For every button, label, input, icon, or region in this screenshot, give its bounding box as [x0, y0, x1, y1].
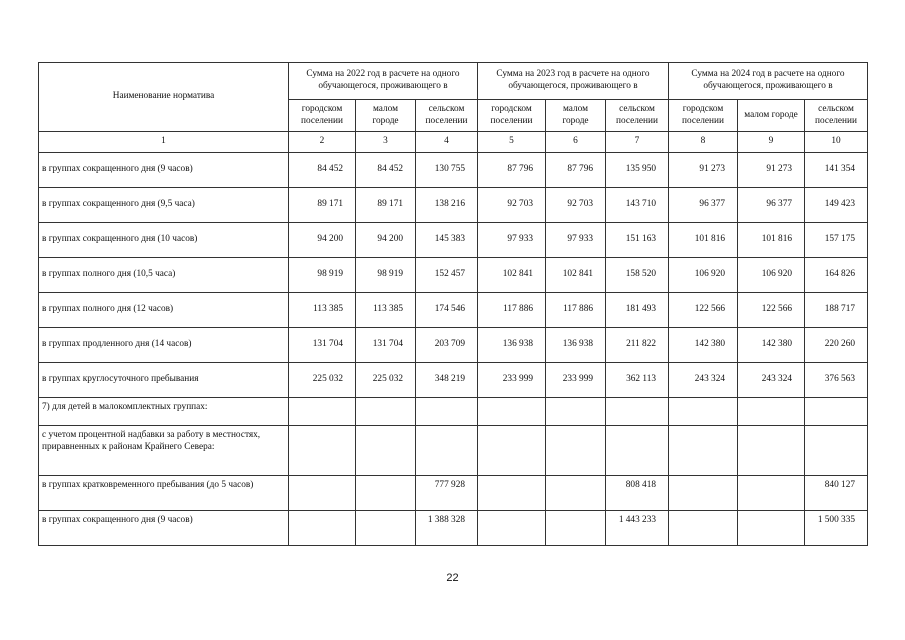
row-name: в группах круглосуточного пребывания [39, 363, 289, 398]
table-cell: 376 563 [805, 363, 868, 398]
table-header [39, 63, 868, 153]
table-cell [669, 511, 738, 546]
header-col-number: 3 [356, 132, 416, 153]
header-group-2022: Сумма на 2022 год в расчете на одного обучающегося, проживающего в [289, 63, 478, 100]
table-cell [738, 398, 805, 426]
header-subcol: сельском поселении [606, 100, 669, 132]
header-group-2023: Сумма на 2023 год в расчете на одного обучающегося, проживающего в [478, 63, 669, 100]
document-page [38, 62, 867, 546]
table-cell: 158 520 [606, 258, 669, 293]
table-cell [669, 398, 738, 426]
table-cell: 777 928 [416, 476, 478, 511]
table-cell: 157 175 [805, 223, 868, 258]
table-cell: 92 703 [478, 188, 546, 223]
table-cell: 97 933 [546, 223, 606, 258]
table-cell: 97 933 [478, 223, 546, 258]
header-subcol: городском поселении [478, 100, 546, 132]
table-cell: 106 920 [669, 258, 738, 293]
row-name: в группах сокращенного дня (9 часов) [39, 511, 289, 546]
table-cell: 220 260 [805, 328, 868, 363]
row-name: в группах сокращенного дня (9 часов) [39, 153, 289, 188]
table-cell: 101 816 [738, 223, 805, 258]
table-cell: 91 273 [669, 153, 738, 188]
table-row [39, 223, 868, 258]
header-subcol: малом городе [546, 100, 606, 132]
table-cell: 94 200 [289, 223, 356, 258]
header-col-number: 2 [289, 132, 356, 153]
table-cell [289, 511, 356, 546]
table-cell: 101 816 [669, 223, 738, 258]
header-subcol: сельском поселении [805, 100, 868, 132]
table-cell [546, 476, 606, 511]
row-name: с учетом процентной надбавки за работу в местностях, приравненных к районам Крайнего Севера: [39, 426, 289, 476]
table-cell [416, 398, 478, 426]
table-cell [478, 398, 546, 426]
table-cell: 89 171 [356, 188, 416, 223]
table-cell: 225 032 [356, 363, 416, 398]
header-col-number: 4 [416, 132, 478, 153]
header-col-number: 5 [478, 132, 546, 153]
table-cell: 362 113 [606, 363, 669, 398]
table-row [39, 153, 868, 188]
table-cell: 102 841 [478, 258, 546, 293]
table-cell [546, 398, 606, 426]
table-cell [289, 398, 356, 426]
table-cell [738, 426, 805, 476]
table-cell: 840 127 [805, 476, 868, 511]
header-subcol: малом городе [738, 100, 805, 132]
table-cell: 174 546 [416, 293, 478, 328]
table-cell: 225 032 [289, 363, 356, 398]
row-name: в группах полного дня (12 часов) [39, 293, 289, 328]
table-cell: 113 385 [289, 293, 356, 328]
table-cell [478, 426, 546, 476]
table-cell: 243 324 [669, 363, 738, 398]
table-cell: 96 377 [738, 188, 805, 223]
table-cell: 84 452 [289, 153, 356, 188]
header-col-number: 6 [546, 132, 606, 153]
table-cell: 164 826 [805, 258, 868, 293]
header-col-numbers [39, 132, 868, 153]
table-cell: 87 796 [546, 153, 606, 188]
table-cell: 151 163 [606, 223, 669, 258]
row-name: в группах кратковременного пребывания (до 5 часов) [39, 476, 289, 511]
table-cell [738, 511, 805, 546]
table-cell: 211 822 [606, 328, 669, 363]
table-cell [478, 511, 546, 546]
table-cell: 142 380 [669, 328, 738, 363]
table-cell: 808 418 [606, 476, 669, 511]
table-cell: 138 216 [416, 188, 478, 223]
table-cell [546, 426, 606, 476]
table-cell [669, 426, 738, 476]
table-cell: 94 200 [356, 223, 416, 258]
header-col-number: 10 [805, 132, 868, 153]
table-cell [289, 426, 356, 476]
table-cell [356, 426, 416, 476]
table-cell: 117 886 [478, 293, 546, 328]
table-cell: 149 423 [805, 188, 868, 223]
table-row [39, 363, 868, 398]
row-name: в группах сокращенного дня (10 часов) [39, 223, 289, 258]
header-subcol: городском поселении [289, 100, 356, 132]
table-cell: 87 796 [478, 153, 546, 188]
table-cell: 131 704 [289, 328, 356, 363]
table-cell: 203 709 [416, 328, 478, 363]
table-cell: 181 493 [606, 293, 669, 328]
table-cell: 1 388 328 [416, 511, 478, 546]
header-group-2024: Сумма на 2024 год в расчете на одного обучающегося, проживающего в [669, 63, 868, 100]
table-row [39, 188, 868, 223]
header-subcol: сельском поселении [416, 100, 478, 132]
table-cell [669, 476, 738, 511]
table-cell: 1 500 335 [805, 511, 868, 546]
table-cell: 143 710 [606, 188, 669, 223]
table-row [39, 511, 868, 546]
table-cell [416, 426, 478, 476]
table-cell: 131 704 [356, 328, 416, 363]
table-cell [606, 426, 669, 476]
table-cell: 91 273 [738, 153, 805, 188]
table-cell [738, 476, 805, 511]
table-cell: 142 380 [738, 328, 805, 363]
normative-table [38, 62, 868, 546]
table-cell: 84 452 [356, 153, 416, 188]
header-col-number: 1 [39, 132, 289, 153]
table-cell: 348 219 [416, 363, 478, 398]
table-cell: 233 999 [546, 363, 606, 398]
table-cell [478, 476, 546, 511]
table-cell [805, 398, 868, 426]
table-row [39, 476, 868, 511]
table-cell: 188 717 [805, 293, 868, 328]
table-cell: 92 703 [546, 188, 606, 223]
table-cell: 141 354 [805, 153, 868, 188]
table-cell [356, 398, 416, 426]
row-name: в группах сокращенного дня (9,5 часа) [39, 188, 289, 223]
page-number: 22 [446, 572, 459, 584]
table-cell: 243 324 [738, 363, 805, 398]
table-cell: 106 920 [738, 258, 805, 293]
header-name-col: Наименование норматива [39, 63, 289, 132]
table-cell: 98 919 [289, 258, 356, 293]
table-row [39, 398, 868, 426]
header-subcol: малом городе [356, 100, 416, 132]
header-col-number: 7 [606, 132, 669, 153]
table-cell: 136 938 [546, 328, 606, 363]
table-cell: 98 919 [356, 258, 416, 293]
table-cell: 135 950 [606, 153, 669, 188]
table-cell: 152 457 [416, 258, 478, 293]
table-cell: 117 886 [546, 293, 606, 328]
table-body [39, 153, 868, 546]
table-cell [805, 426, 868, 476]
table-cell: 113 385 [356, 293, 416, 328]
row-name: в группах продленного дня (14 часов) [39, 328, 289, 363]
table-cell: 102 841 [546, 258, 606, 293]
row-name: в группах полного дня (10,5 часа) [39, 258, 289, 293]
row-name: 7) для детей в малокомплектных группах: [39, 398, 289, 426]
table-row [39, 293, 868, 328]
table-cell [606, 398, 669, 426]
table-cell: 1 443 233 [606, 511, 669, 546]
table-cell [356, 476, 416, 511]
table-cell [356, 511, 416, 546]
table-row [39, 426, 868, 476]
table-cell [289, 476, 356, 511]
table-row [39, 328, 868, 363]
header-subcol: городском поселении [669, 100, 738, 132]
table-cell: 130 755 [416, 153, 478, 188]
table-cell: 122 566 [669, 293, 738, 328]
table-cell: 122 566 [738, 293, 805, 328]
table-cell: 136 938 [478, 328, 546, 363]
header-col-number: 9 [738, 132, 805, 153]
table-cell [546, 511, 606, 546]
table-cell: 233 999 [478, 363, 546, 398]
table-row [39, 258, 868, 293]
table-cell: 89 171 [289, 188, 356, 223]
header-col-number: 8 [669, 132, 738, 153]
table-cell: 96 377 [669, 188, 738, 223]
table-cell: 145 383 [416, 223, 478, 258]
